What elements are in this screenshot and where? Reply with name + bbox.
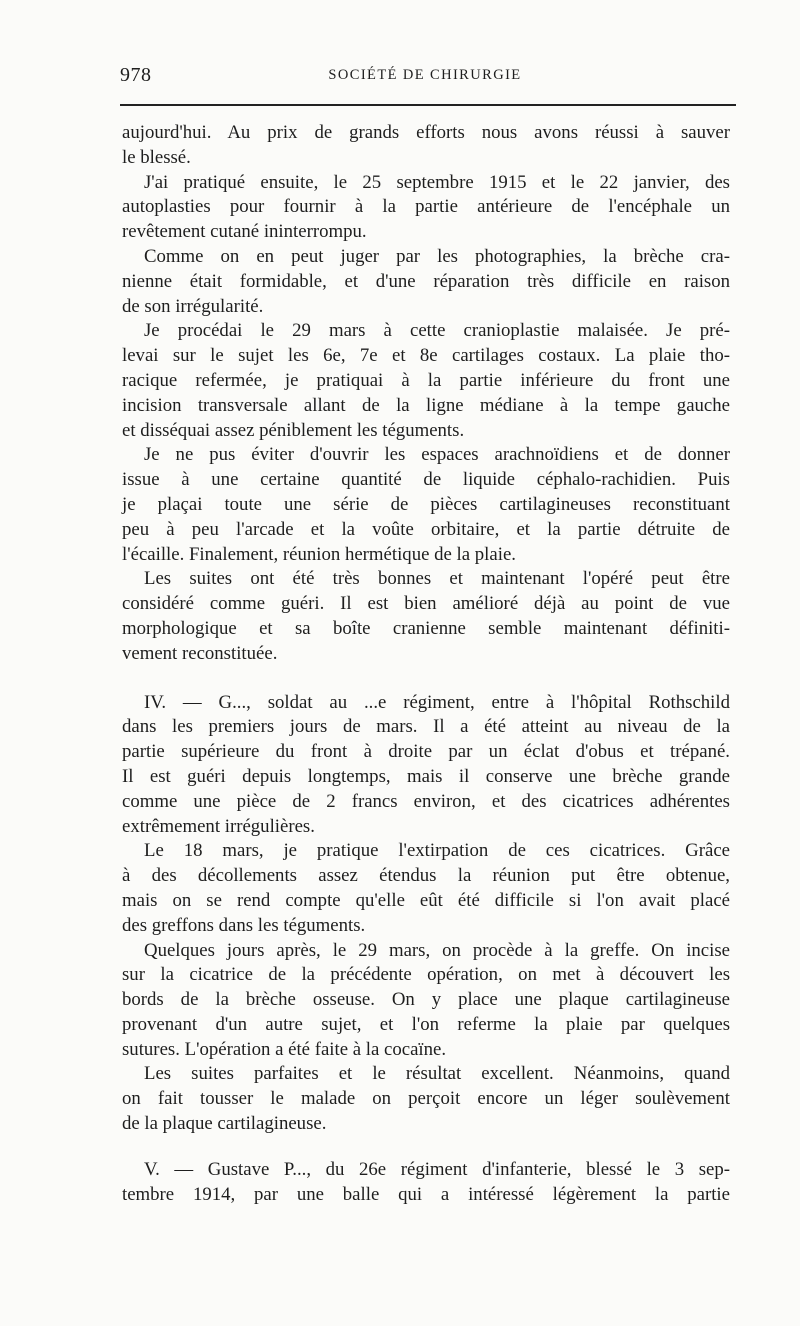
- text-line: de la plaque cartilagineuse.: [122, 1113, 327, 1135]
- text-line: Le 18 mars, je pratique l'extirpation de ces cicatrices. Grâce: [144, 840, 730, 862]
- text-line: issue à une certaine quantité de liquide céphalo-rachidien. Puis: [122, 469, 730, 491]
- article-body: [122, 121, 730, 1207]
- text-line: tembre 1914, par une balle qui a intéressé légèrement la partie: [122, 1183, 730, 1205]
- text-line: autoplasties pour fournir à la partie antérieure de l'encéphale un: [122, 196, 730, 218]
- paragraph: [122, 121, 730, 171]
- running-title: SOCIÉTÉ DE CHIRURGIE: [328, 67, 522, 83]
- section-gap: [122, 667, 730, 691]
- text-line: extrêmement irrégulières.: [122, 815, 315, 837]
- text-line: vement reconstituée.: [122, 642, 278, 664]
- text-line: le blessé.: [122, 146, 191, 168]
- paragraph: [122, 691, 730, 840]
- text-line: V. — Gustave P..., du 26e régiment d'infanterie, blessé le 3 sep-: [144, 1158, 730, 1180]
- text-line: je plaçai toute une série de pièces cartilagineuses reconstituant: [122, 493, 730, 515]
- text-line: racique refermée, je pratiquai à la partie inférieure du front une: [122, 369, 730, 391]
- paragraph: [122, 939, 730, 1063]
- text-line: de son irrégularité.: [122, 295, 264, 317]
- text-line: incision transversale allant de la ligne médiane à la tempe gauche: [122, 394, 730, 416]
- text-line: morphologique et sa boîte cranienne semble maintenant définiti-: [122, 617, 730, 639]
- text-line: et disséquai assez péniblement les téguments.: [122, 419, 465, 441]
- page-header: [120, 64, 730, 94]
- text-line: Je procédai le 29 mars à cette cranioplastie malaisée. Je pré-: [144, 320, 730, 342]
- paragraph: [122, 567, 730, 666]
- page-number: 978: [120, 64, 152, 86]
- paragraph: [122, 1158, 730, 1208]
- text-line: Les suites ont été très bonnes et maintenant l'opéré peut être: [144, 568, 730, 590]
- text-line: des greffons dans les téguments.: [122, 914, 366, 936]
- text-line: Les suites parfaites et le résultat excellent. Néanmoins, quand: [144, 1063, 730, 1085]
- text-line: revêtement cutané ininterrompu.: [122, 221, 367, 243]
- text-line: partie supérieure du front à droite par un éclat d'obus et trépané.: [122, 741, 730, 763]
- text-line: mais on se rend compte qu'elle eût été difficile si l'on avait placé: [122, 889, 730, 911]
- paragraph: [122, 443, 730, 567]
- text-line: on fait tousser le malade on perçoit encore un léger soulèvement: [122, 1088, 730, 1110]
- text-line: à des décollements assez étendus la réunion put être obtenue,: [122, 865, 730, 887]
- text-line: levai sur le sujet les 6e, 7e et 8e cartilages costaux. La plaie tho-: [122, 345, 730, 367]
- text-line: aujourd'hui. Au prix de grands efforts nous avons réussi à sauver: [122, 122, 730, 143]
- text-line: comme une pièce de 2 francs environ, et des cicatrices adhérentes: [122, 790, 730, 812]
- paragraph: [122, 171, 730, 245]
- text-line: J'ai pratiqué ensuite, le 25 septembre 1915 et le 22 janvier, des: [144, 171, 730, 193]
- paragraph: [122, 1062, 730, 1136]
- text-line: sur la cicatrice de la précédente opération, on met à découvert les: [122, 964, 730, 986]
- text-line: IV. — G..., soldat au ...e régiment, entre à l'hôpital Rothschild: [144, 691, 730, 713]
- paragraph: [122, 319, 730, 443]
- header-rule: [120, 104, 736, 106]
- text-line: considéré comme guéri. Il est bien amélioré déjà au point de vue: [122, 593, 730, 615]
- text-line: provenant d'un autre sujet, et l'on referme la plaie par quelques: [122, 1013, 730, 1035]
- text-line: l'écaille. Finalement, réunion hermétique de la plaie.: [122, 543, 516, 565]
- text-line: nienne était formidable, et d'une réparation très difficile en raison: [122, 270, 730, 292]
- section-gap: [122, 1137, 730, 1158]
- text-line: Comme on en peut juger par les photographies, la brèche cra-: [144, 245, 730, 267]
- text-line: bords de la brèche osseuse. On y place une plaque cartilagineuse: [122, 989, 730, 1011]
- text-line: dans les premiers jours de mars. Il a été atteint au niveau de la: [122, 716, 730, 738]
- text-line: peu à peu l'arcade et la voûte orbitaire, et la partie détruite de: [122, 518, 730, 540]
- paragraph: [122, 245, 730, 319]
- text-line: Il est guéri depuis longtemps, mais il conserve une brèche grande: [122, 765, 730, 787]
- paragraph: [122, 839, 730, 938]
- text-line: Quelques jours après, le 29 mars, on procède à la greffe. On incise: [144, 939, 730, 961]
- text-line: sutures. L'opération a été faite à la cocaïne.: [122, 1038, 447, 1060]
- text-line: Je ne pus éviter d'ouvrir les espaces arachnoïdiens et de donner: [144, 444, 730, 466]
